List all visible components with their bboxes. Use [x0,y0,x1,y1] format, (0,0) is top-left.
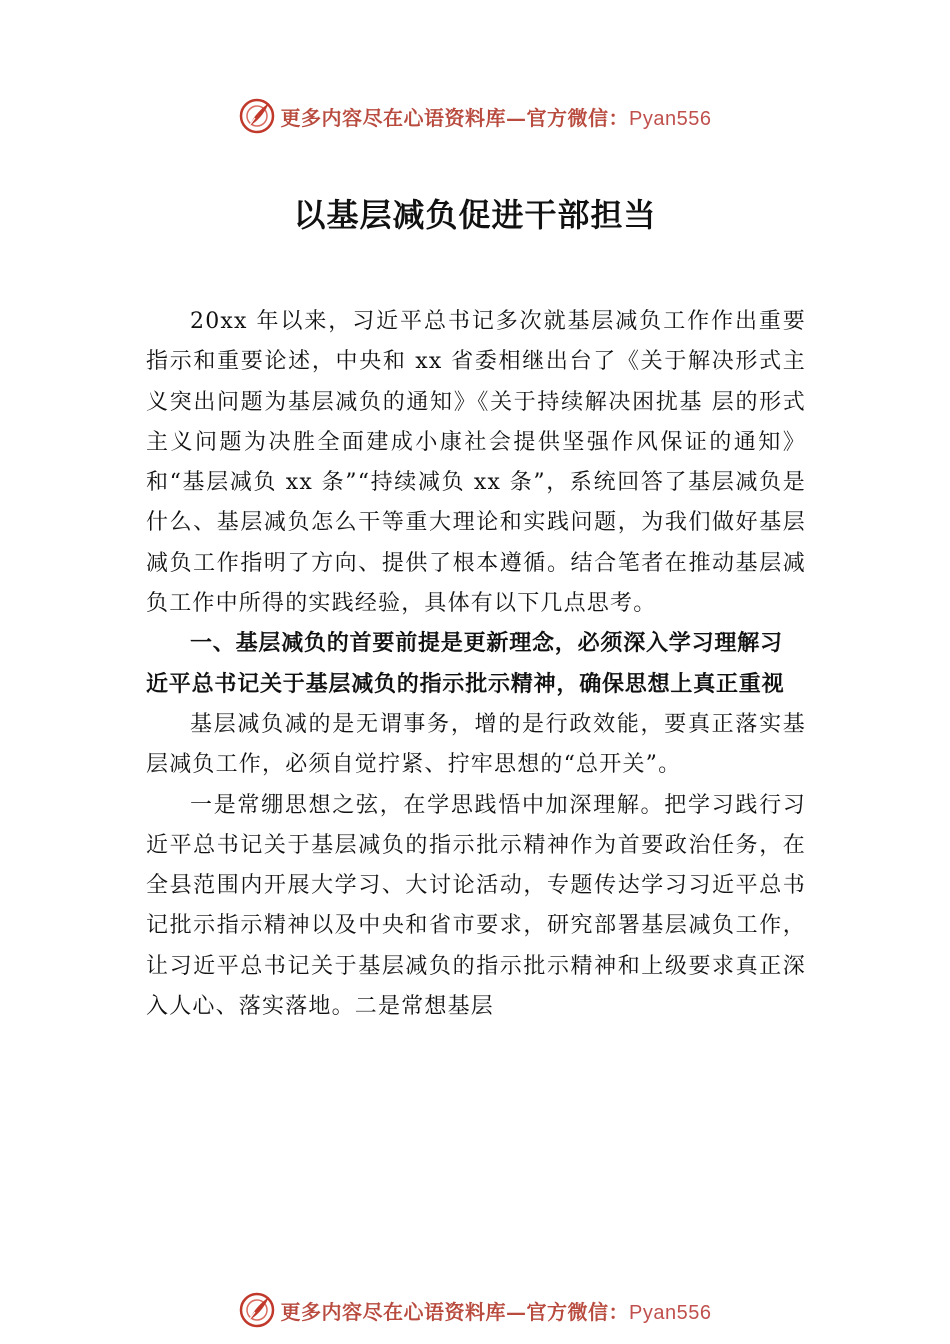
footer-wechat-id: Pyan556 [629,1301,712,1324]
document-body [146,302,806,1027]
footer-banner-text: 更多内容尽在心语资料库—官方微信：Pyan556 [280,1299,712,1324]
paragraph-section-1-points: 一是常绷思想之弦，在学思践悟中加深理解。把学习践行习近平总书记关于基层减负的指示批示精神作为首要政治任务，在全县范围内开展大学习、大讨论活动，专题传达学习习近平总书记批示指示精神以及中央和省市要求，研究部署基层减负工作，让习近平总书记关于基层减负的指示批示精神和上级要求真正深入人心、落实落地。二是常想基层 [146,792,806,1020]
section-heading-1: 一、基层减负的首要前提是更新理念，必须深入学习理解习近平总书记关于基层减负的指示批示精神，确保思想上真正重视 [146,631,785,697]
header-wechat-id: Pyan556 [629,107,712,130]
quill-logo-icon [239,98,275,134]
paragraph-intro: 20xx 年以来，习近平总书记多次就基层减负工作作出重要指示和重要论述，中央和 xx 省委相继出台了《关于解决形式主义突出问题为基层减负的通知》《关于持续解决困扰基 层的形式主义问题为决胜全面建成小康社会提供坚强作风保证的通知》和“基层减负 xx 条”“持续减负 xx 条”，系统回答了基层减负是什么、基层减负怎么干等重大理论和实践问题，为我们做好基层减负工作指明了方向、提供了根本遵循。结合笔者在推动基层减负工作中所得的实践经验，具体有以下几点思考。 [146,309,806,617]
header-banner [0,96,950,136]
document-title: 以基层减负促进干部担当 [293,196,657,234]
paragraph-section-1-intro: 基层减负减的是无谓事务，增的是行政效能，要真正落实基层减负工作，必须自觉拧紧、拧牢思想的“总开关”。 [146,711,806,778]
header-banner-text: 更多内容尽在心语资料库—官方微信：Pyan556 [280,105,712,130]
quill-logo-icon [239,1292,275,1328]
footer-banner [0,1290,950,1330]
